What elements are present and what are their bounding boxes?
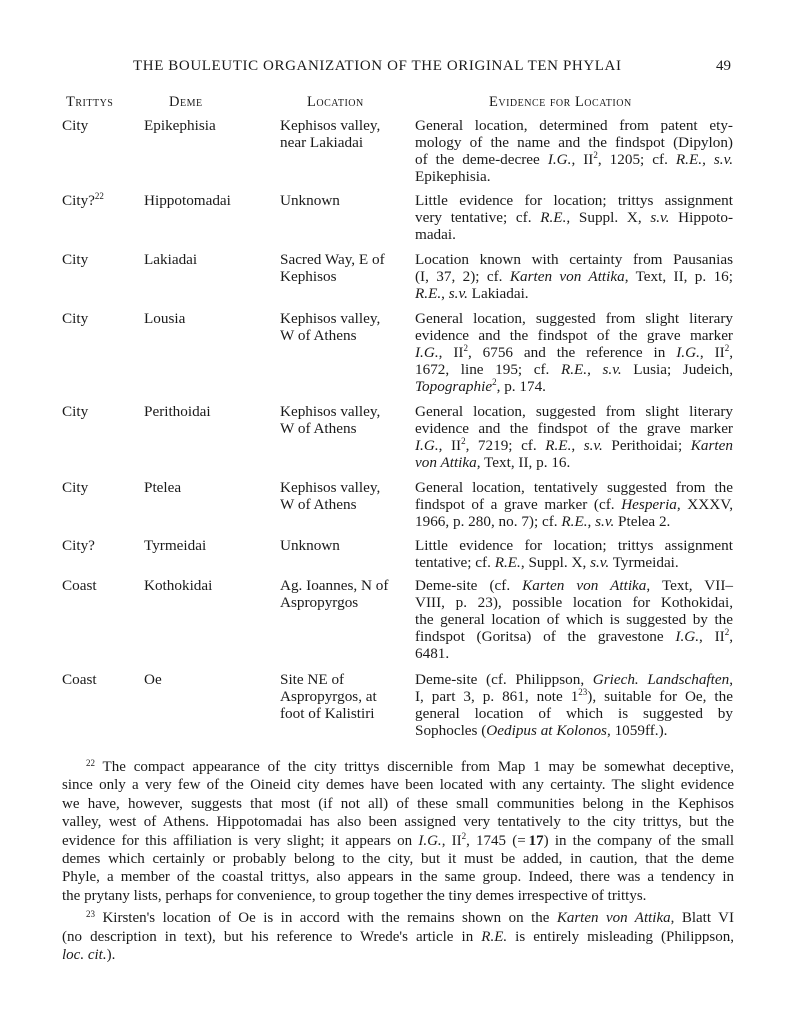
evidence-cell: General location, suggested from slight literary evidence and the findspot of the grave marker I.G., $II^2$, 7219; cf. R.E., s.v. Perithoidai; Karten von Attika, Text, II, p. 16. xyxy=(415,403,733,471)
column-header-deme: Deme xyxy=(169,94,203,110)
trittys-cell: City xyxy=(62,117,89,134)
trittys-cell: City? xyxy=(62,537,95,554)
deme-cell: Hippotomadai xyxy=(144,192,231,209)
location-cell: Sacred Way, E of Kephisos xyxy=(280,251,385,285)
footnote-number: 22 xyxy=(86,758,95,768)
evidence-cell: General location, suggested from slight literary evidence and the findspot of the grave marker I.G., $II^2$, 6756 and the reference in I.G., $II^2$, 1672, line 195; cf. R.E., s.v. Lusia; Judeich, Topographie$^2$, p. 174. xyxy=(415,310,733,395)
deme-cell: Lakiadai xyxy=(144,251,198,268)
footnote-22: $^{22}$ The compact appearance of the city trittys discernible from Map 1 may be somewhat deceptive, since only a very few of the Oineid city demes have been located with any certainty. The slight evidence we have, however, suggests that most (if not all) of these small communities belong in the Kephisos valley, west of Athens. Hippotomadai has also been assigned very tentatively to the city trittys, but the evidence for this affiliation is very slight; it appears on I.G., $II^2$, 1745 (= 17) in the company of the small demes which certainly or probably belong to the city, but it must be added, in caution, that the deme Phyle, a member of the coastal trittys, also appears in the same group. Indeed, there was a tendency in the prytany lists, perhaps for convenience, to group together the tiny demes irrespective of trittys. xyxy=(62,758,734,904)
evidence-cell: General location, determined from patent ety- mology of the name and the findspot (Dipylon) of the deme-decree I.G., $II^2$, 1205; cf. R.E., s.v. Epikephisia. xyxy=(415,117,733,185)
location-cell: Unknown xyxy=(280,192,340,209)
location-cell: Ag. Ioannes, N of Aspropyrgos xyxy=(280,577,389,611)
location-cell: Site NE of Aspropyrgos, at foot of Kalistiri xyxy=(280,671,377,722)
location-cell: Kephisos valley, W of Athens xyxy=(280,403,381,437)
trittys-cell: Coast xyxy=(62,577,97,594)
column-header-location: Location xyxy=(307,94,364,110)
deme-cell: Tyrmeidai xyxy=(144,537,207,554)
evidence-cell: Deme-site (cf. Karten von Attika, Text, VII– VIII, p. 23), possible location for Kothokidai, the general location of which is suggested by the findspot (Goritsa) of the gravestone I.G., $II^2$, 6481. xyxy=(415,577,733,662)
footnote-23: $^{23}$ Kirsten's location of Oe is in accord with the remains shown on the Karten von Attika, Blatt VI (no description in text), but his reference to Wrede's article in R.E. is entirely misleading (Philippson, loc. cit.). xyxy=(62,909,734,964)
deme-cell: Kothokidai xyxy=(144,577,213,594)
trittys-cell: Coast xyxy=(62,671,97,688)
location-cell: Unknown xyxy=(280,537,340,554)
location-cell: Kephisos valley, W of Athens xyxy=(280,479,381,513)
trittys-cell: City?$^{22}$ xyxy=(62,191,104,209)
evidence-cell: Location known with certainty from Pausanias (I, 37, 2); cf. Karten von Attika, Text, II, p. 16; R.E., s.v. Lakiadai. xyxy=(415,251,733,302)
page-number: 49 xyxy=(716,58,731,74)
evidence-cell: Deme-site (cf. Philippson, Griech. Landschaften, I, part 3, p. 861, note $1^{23}$), suitable for Oe, the general location of which is suggested by Sophocles (Oedipus at Kolonos, 1059ff.). xyxy=(415,671,733,739)
trittys-cell: City xyxy=(62,403,89,420)
running-title: THE BOULEUTIC ORGANIZATION OF THE ORIGINAL TEN PHYLAI xyxy=(133,58,622,74)
evidence-cell: Little evidence for location; trittys assignment very tentative; cf. R.E., Suppl. X, s.v. Hippoto- madai. xyxy=(415,192,734,243)
column-header-trittys: Trittys xyxy=(66,94,114,110)
footnote-ref: 22 xyxy=(94,191,104,201)
deme-cell: Perithoidai xyxy=(144,403,211,420)
evidence-cell: General location, tentatively suggested from the findspot of a grave marker (cf. Hesperia, XXXV, 1966, p. 280, no. 7); cf. R.E., s.v. Ptelea 2. xyxy=(415,479,734,530)
evidence-cell: Little evidence for location; trittys assignment tentative; cf. R.E., Suppl. X, s.v. Tyrmeidai. xyxy=(415,537,733,571)
footnotes xyxy=(62,758,734,964)
trittys-cell: City xyxy=(62,251,89,268)
location-cell: Kephisos valley, W of Athens xyxy=(280,310,381,344)
column-header-evidence: Evidence for Location xyxy=(489,94,632,110)
location-cell: Kephisos valley, near Lakiadai xyxy=(280,117,381,151)
deme-cell: Lousia xyxy=(144,310,186,327)
trittys-cell: City xyxy=(62,310,89,327)
trittys-cell: City xyxy=(62,479,89,496)
deme-cell: Epikephisia xyxy=(144,117,216,134)
deme-cell: Ptelea xyxy=(144,479,182,496)
deme-cell: Oe xyxy=(144,671,162,688)
footnote-number: 23 xyxy=(86,909,95,920)
running-header xyxy=(0,58,792,80)
